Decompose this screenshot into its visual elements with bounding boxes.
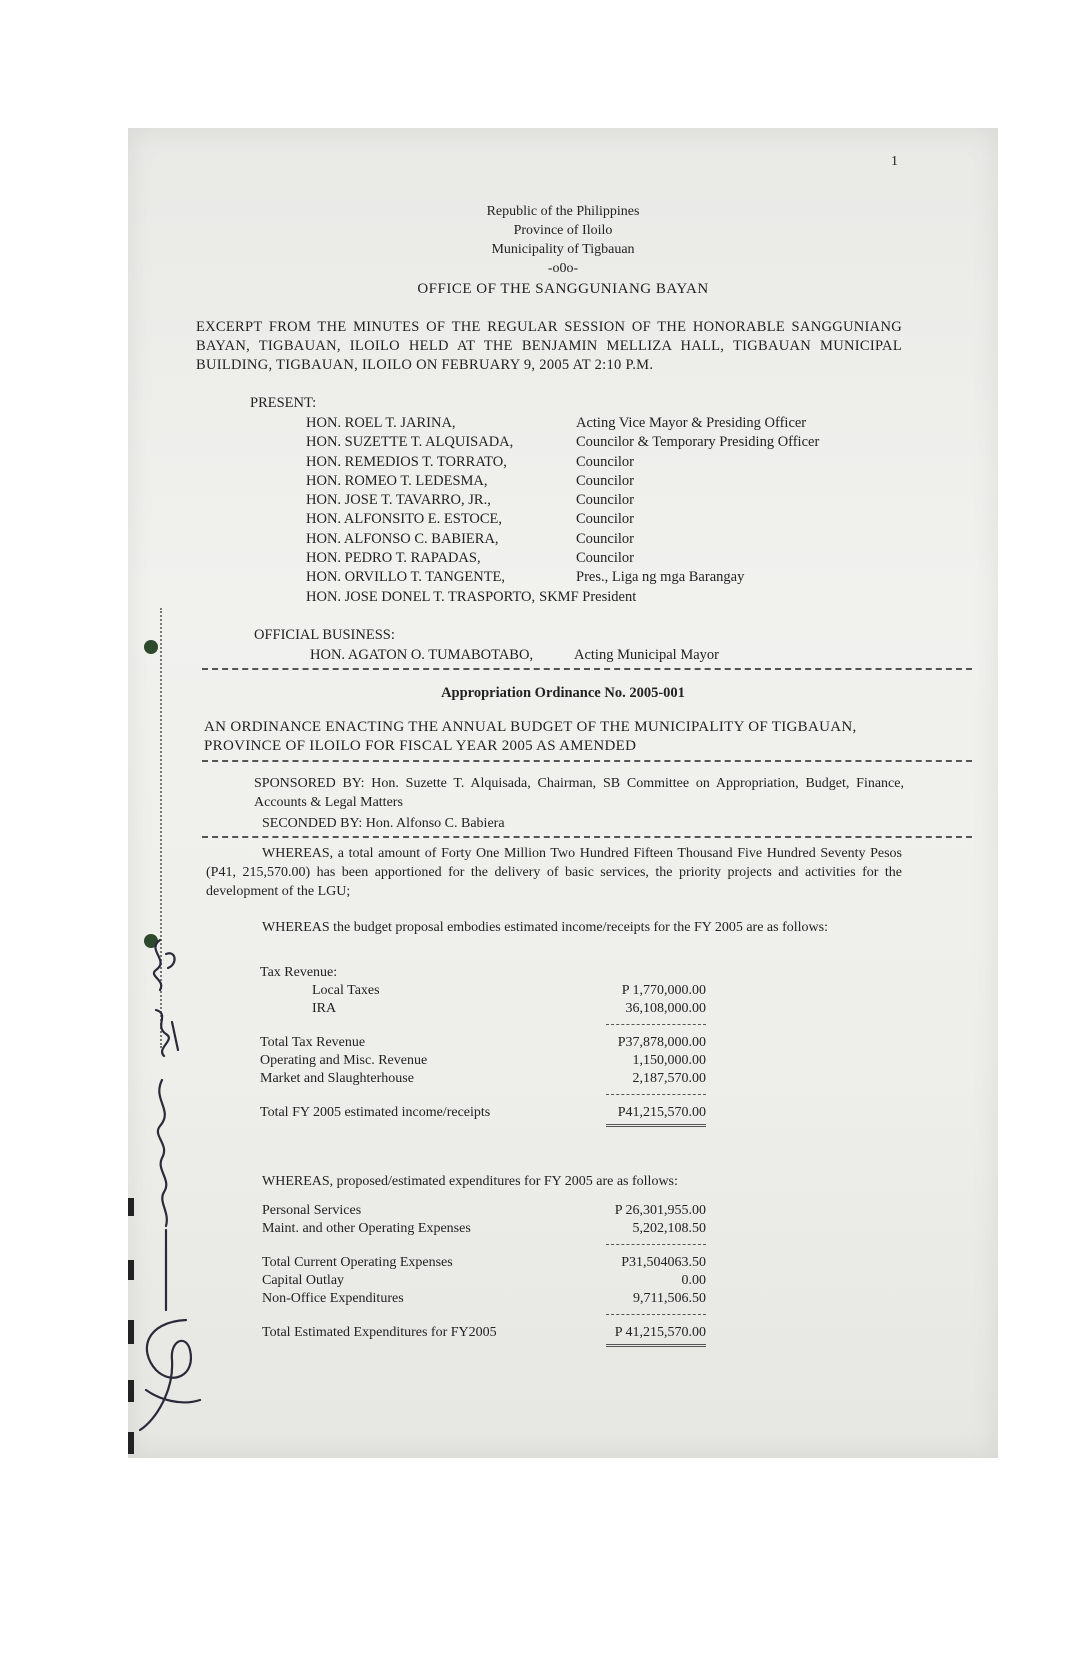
municipality-line: Municipality of Tigbauan — [491, 242, 635, 257]
mooe-label: Maint. and other Operating Expenses — [262, 1221, 471, 1236]
ordinance-title: AN ORDINANCE ENACTING THE ANNUAL BUDGET OF THE MUNICIPALITY OF TIGBAUAN, PROVINCE OF ILOILO FOR FISCAL YEAR 2005 AS AMENDED — [204, 719, 857, 754]
non-office-label: Non-Office Expenditures — [262, 1291, 404, 1306]
official-business-name: HON. AGATON O. TUMABOTABO, — [310, 647, 534, 663]
local-taxes-label: Local Taxes — [312, 983, 380, 998]
total-current-amount: P31,504063.50 — [621, 1255, 706, 1270]
non-office-amount: 9,711,506.50 — [633, 1291, 706, 1306]
sum-rule — [606, 1024, 706, 1025]
official-business-role: Acting Municipal Mayor — [574, 647, 719, 663]
divider — [202, 760, 972, 762]
page-number: 1 — [891, 154, 898, 169]
member-role: Councilor — [576, 530, 634, 547]
present-label: PRESENT: — [250, 395, 317, 411]
province-line: Province of Iloilo — [513, 223, 613, 238]
operating-revenue-label: Operating and Misc. Revenue — [260, 1053, 428, 1068]
member-name: HON. REMEDIOS T. TORRATO, — [306, 453, 507, 470]
handwritten-signature — [126, 930, 216, 1450]
total-double-rule — [606, 1124, 706, 1127]
list-item — [306, 491, 819, 510]
mooe-amount: 5,202,108.50 — [632, 1221, 706, 1236]
seconded-by: SECONDED BY: Hon. Alfonso C. Babiera — [262, 816, 505, 831]
operating-revenue-amount: 1,150,000.00 — [632, 1053, 706, 1068]
list-item — [306, 588, 819, 607]
list-item — [306, 414, 819, 433]
total-double-rule — [606, 1344, 706, 1347]
ordinance-number: Appropriation Ordinance No. 2005-001 — [441, 685, 685, 701]
member-role: Councilor — [576, 550, 634, 567]
list-item — [306, 510, 819, 529]
ira-amount: 36,108,000.00 — [625, 1001, 706, 1016]
member-name: HON. ALFONSITO E. ESTOCE, — [306, 511, 503, 528]
total-income-label: Total FY 2005 estimated income/receipts — [260, 1105, 491, 1120]
member-name: HON. PEDRO T. RAPADAS, — [306, 550, 481, 567]
member-role: Councilor & Temporary Presiding Officer — [576, 434, 820, 451]
member-name: HON. JOSE DONEL T. TRASPORTO, — [306, 588, 536, 605]
expenditures-table — [262, 1202, 706, 1362]
member-role: Councilor — [576, 453, 634, 470]
market-amount: 2,187,570.00 — [632, 1071, 706, 1086]
total-expenditures-amount: P 41,215,570.00 — [614, 1325, 706, 1340]
excerpt-paragraph: EXCERPT FROM THE MINUTES OF THE REGULAR SESSION OF THE HONORABLE SANGGUNIANG BAYAN, TIGBAUAN, ILOILO HELD AT THE BENJAMIN MELLIZA HALL, TIGBAUAN MUNICIPAL BUILDING, TIGBAUAN, ILOILO ON FEBRUARY 9, 2005 AT 2:10 P.M. — [196, 319, 902, 373]
capital-outlay-label: Capital Outlay — [262, 1273, 345, 1288]
scanned-page — [128, 128, 998, 1458]
green-dot-marker — [144, 640, 158, 654]
income-table — [260, 964, 706, 1134]
total-current-label: Total Current Operating Expenses — [262, 1255, 453, 1270]
list-item — [306, 549, 819, 568]
member-name: HON. SUZETTE T. ALQUISADA, — [306, 434, 514, 451]
total-tax-amount: P37,878,000.00 — [617, 1035, 706, 1050]
member-role: Pres., Liga ng mga Barangay — [576, 569, 745, 586]
member-name: HON. ROMEO T. LEDESMA, — [306, 472, 488, 489]
total-income-amount: P41,215,570.00 — [617, 1105, 706, 1120]
total-tax-label: Total Tax Revenue — [260, 1035, 366, 1050]
list-item — [306, 472, 819, 491]
list-item — [306, 453, 819, 472]
list-item — [306, 568, 819, 587]
ira-label: IRA — [312, 1001, 337, 1016]
member-name: HON. ORVILLO T. TANGENTE, — [306, 569, 506, 586]
official-business-label: OFFICIAL BUSINESS: — [254, 627, 395, 643]
document-header — [128, 202, 998, 299]
sum-rule — [606, 1244, 706, 1245]
official-business-row — [310, 646, 719, 665]
sum-rule — [606, 1314, 706, 1315]
member-name: HON. ALFONSO C. BABIERA, — [306, 530, 499, 547]
sponsored-by: SPONSORED BY: Hon. Suzette T. Alquisada, Chairman, SB Committee on Appropriation, Budget, Finance, Accounts & Legal Matters — [254, 776, 904, 810]
divider — [202, 668, 972, 670]
list-item — [306, 530, 819, 549]
list-item — [306, 433, 819, 452]
member-role: Councilor — [576, 511, 634, 528]
member-role: Councilor — [576, 492, 634, 509]
republic-line: Republic of the Philippines — [486, 204, 640, 219]
sum-rule — [606, 1094, 706, 1095]
personal-services-amount: P 26,301,955.00 — [614, 1203, 706, 1218]
member-name: HON. JOSE T. TAVARRO, JR., — [306, 492, 491, 509]
personal-services-label: Personal Services — [262, 1203, 362, 1218]
whereas-paragraph-3: WHEREAS, proposed/estimated expenditures for FY 2005 are as follows: — [262, 1174, 678, 1189]
market-label: Market and Slaughterhouse — [260, 1071, 414, 1086]
total-expenditures-label: Total Estimated Expenditures for FY2005 — [262, 1325, 497, 1340]
present-list — [306, 414, 819, 607]
divider — [202, 836, 972, 838]
member-role: Acting Vice Mayor & Presiding Officer — [576, 415, 807, 431]
member-name: HON. ROEL T. JARINA, — [306, 415, 456, 431]
whereas-paragraph-2: WHEREAS the budget proposal embodies estimated income/receipts for the FY 2005 are as follows: — [262, 920, 828, 935]
whereas-paragraph-1: WHEREAS, a total amount of Forty One Million Two Hundred Fifteen Thousand Five Hundred Seventy Pesos (P41, 215,570.00) has been apportioned for the delivery of basic services, the priority projects and activities for the development of the LGU; — [206, 846, 902, 899]
member-role: Councilor — [576, 472, 634, 489]
header-separator: -o0o- — [547, 261, 579, 276]
office-title: OFFICE OF THE SANGGUNIANG BAYAN — [417, 281, 709, 297]
member-role: SKMF President — [539, 588, 637, 605]
capital-outlay-amount: 0.00 — [681, 1273, 706, 1288]
tax-revenue-label: Tax Revenue: — [260, 965, 338, 980]
local-taxes-amount: P 1,770,000.00 — [621, 983, 706, 998]
